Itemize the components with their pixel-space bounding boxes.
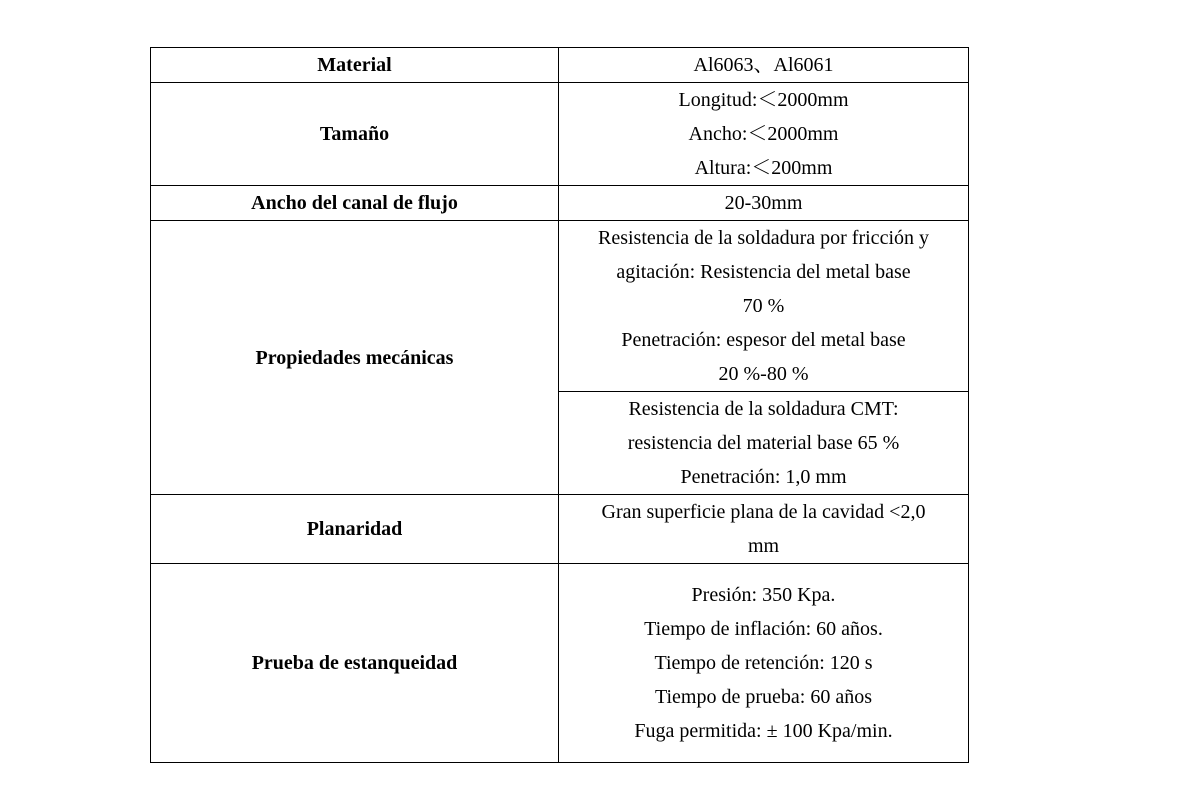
size-length: Longitud:＜2000mm bbox=[678, 89, 849, 111]
cmt-line-2: resistencia del material base 65 % bbox=[627, 432, 900, 454]
cmt-line-3: Penetración: 1,0 mm bbox=[680, 466, 847, 488]
flatness-value bbox=[559, 495, 969, 564]
mechanical-properties-label: Propiedades mecánicas bbox=[151, 221, 559, 495]
flatness-line-1: Gran superficie plana de la cavidad <2,0 bbox=[601, 501, 926, 523]
cmt-line-1: Resistencia de la soldadura CMT: bbox=[628, 398, 899, 420]
table-row-material bbox=[151, 48, 969, 83]
friction-line-1: Resistencia de la soldadura por fricción y bbox=[598, 227, 929, 249]
leak-test-time: Tiempo de prueba: 60 años bbox=[654, 686, 872, 708]
friction-welding-value bbox=[559, 221, 969, 392]
leak-retention-time: Tiempo de retención: 120 s bbox=[654, 652, 873, 674]
table-row-size bbox=[151, 83, 969, 186]
size-height: Altura:＜200mm bbox=[694, 157, 833, 179]
flatness-line-2: mm bbox=[747, 535, 780, 557]
friction-line-3: 70 % bbox=[742, 295, 785, 317]
leak-pressure: Presión: 350 Kpa. bbox=[691, 584, 836, 606]
channel-width-label: Ancho del canal de flujo bbox=[151, 186, 559, 221]
table-row-flatness bbox=[151, 495, 969, 564]
size-label: Tamaño bbox=[151, 83, 559, 186]
size-value bbox=[559, 83, 969, 186]
channel-width-value: 20-30mm bbox=[559, 186, 969, 221]
cmt-welding-value bbox=[559, 392, 969, 495]
friction-line-5: 20 %-80 % bbox=[718, 363, 809, 385]
specifications-table bbox=[150, 47, 969, 763]
size-width: Ancho:＜2000mm bbox=[688, 123, 839, 145]
friction-line-4: Penetración: espesor del metal base bbox=[621, 329, 906, 351]
flatness-label: Planaridad bbox=[151, 495, 559, 564]
table-row-channel-width bbox=[151, 186, 969, 221]
friction-line-2: agitación: Resistencia del metal base bbox=[616, 261, 911, 283]
table-row-leak-test bbox=[151, 564, 969, 763]
table-row-mechanical-friction bbox=[151, 221, 969, 392]
material-value: Al6063、Al6061 bbox=[559, 48, 969, 83]
leak-test-label: Prueba de estanqueidad bbox=[151, 564, 559, 763]
leak-test-value bbox=[559, 564, 969, 763]
material-label: Material bbox=[151, 48, 559, 83]
leak-allowed: Fuga permitida: ± 100 Kpa/min. bbox=[634, 720, 893, 742]
leak-inflation-time: Tiempo de inflación: 60 años. bbox=[644, 618, 883, 640]
